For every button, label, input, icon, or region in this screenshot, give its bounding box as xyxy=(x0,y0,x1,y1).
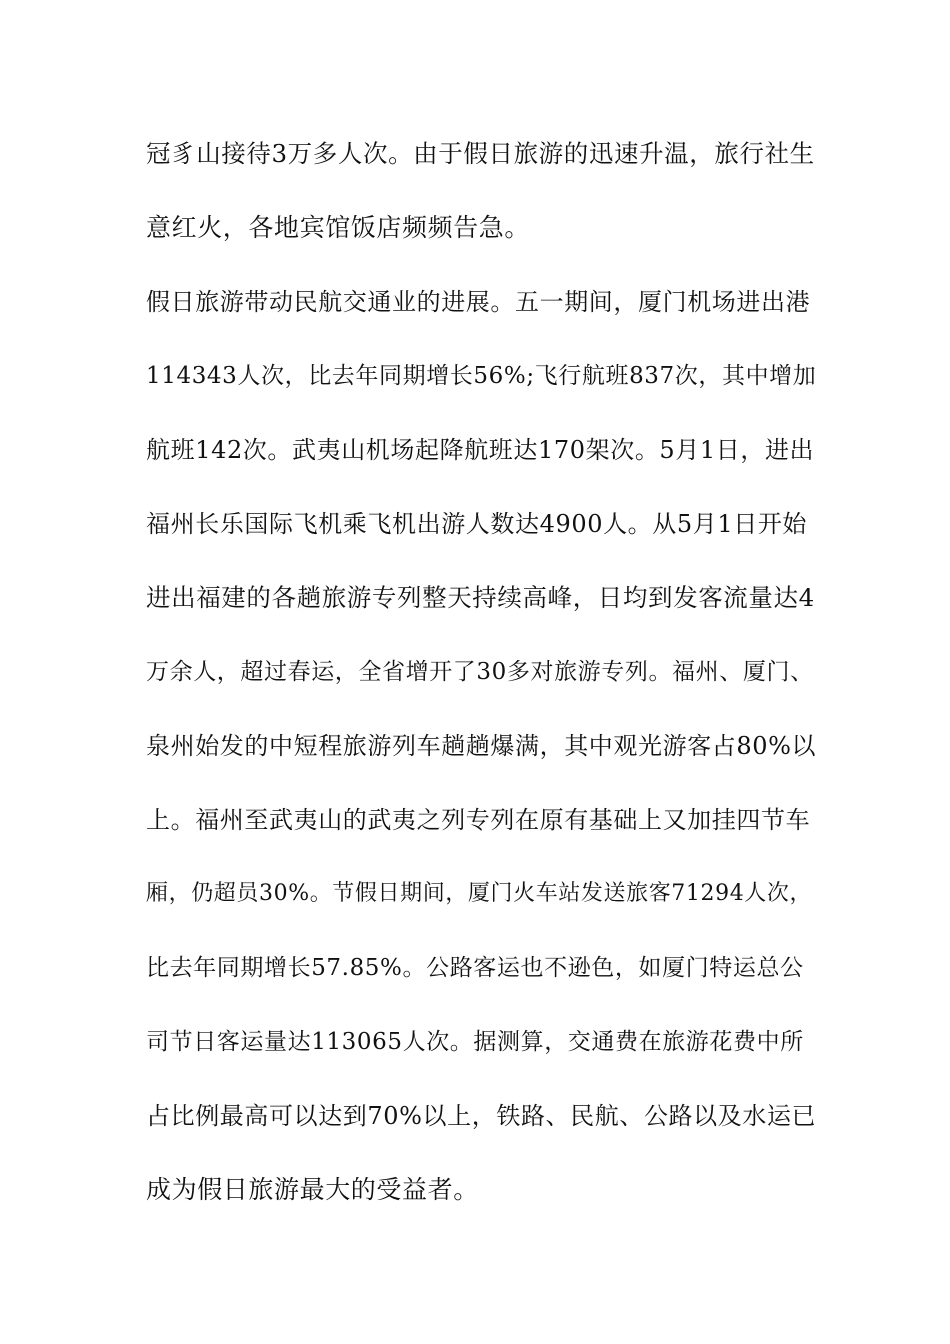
text-line: 航班142次。武夷山机场起降航班达170架次。5月1日，进出 xyxy=(146,436,815,464)
text-line: 上。福州至武夷山的武夷之列专列在原有基础上又加挂四节车 xyxy=(146,806,811,834)
text-line: 假日旅游带动民航交通业的进展。五一期间，厦门机场进出港 xyxy=(146,288,811,316)
text-line: 比去年同期增长57.85%。公路客运也不逊色，如厦门特运总公 xyxy=(146,955,804,981)
text-line: 泉州始发的中短程旅游列车趟趟爆满，其中观光游客占80%以 xyxy=(146,732,817,760)
text-line: 福州长乐国际飞机乘飞机出游人数达4900人。从5月1日开始 xyxy=(146,510,808,538)
text-line: 进出福建的各趟旅游专列整天持续高峰，日均到发客流量达4 xyxy=(146,583,815,612)
text-line: 成为假日旅游最大的受益者。 xyxy=(146,1175,479,1204)
text-line: 司节日客运量达113065人次。据测算，交通费在旅游花费中所 xyxy=(146,1029,804,1055)
text-line: 意红火，各地宾馆饭店频频告急。 xyxy=(146,213,531,242)
text-line: 万余人，超过春运，全省增开了30多对旅游专列。福州、厦门、 xyxy=(146,659,814,685)
text-line: 114343人次，比去年同期增长56%;飞行航班837次，其中增加 xyxy=(146,363,817,389)
text-line: 占比例最高可以达到70%以上，铁路、民航、公路以及水运已 xyxy=(146,1102,817,1130)
text-line: 冠豸山接待3万多人次。由于假日旅游的迅速升温，旅行社生 xyxy=(146,139,815,168)
text-line: 厢，仍超员30%。节假日期间，厦门火车站发送旅客71294人次， xyxy=(146,881,813,906)
